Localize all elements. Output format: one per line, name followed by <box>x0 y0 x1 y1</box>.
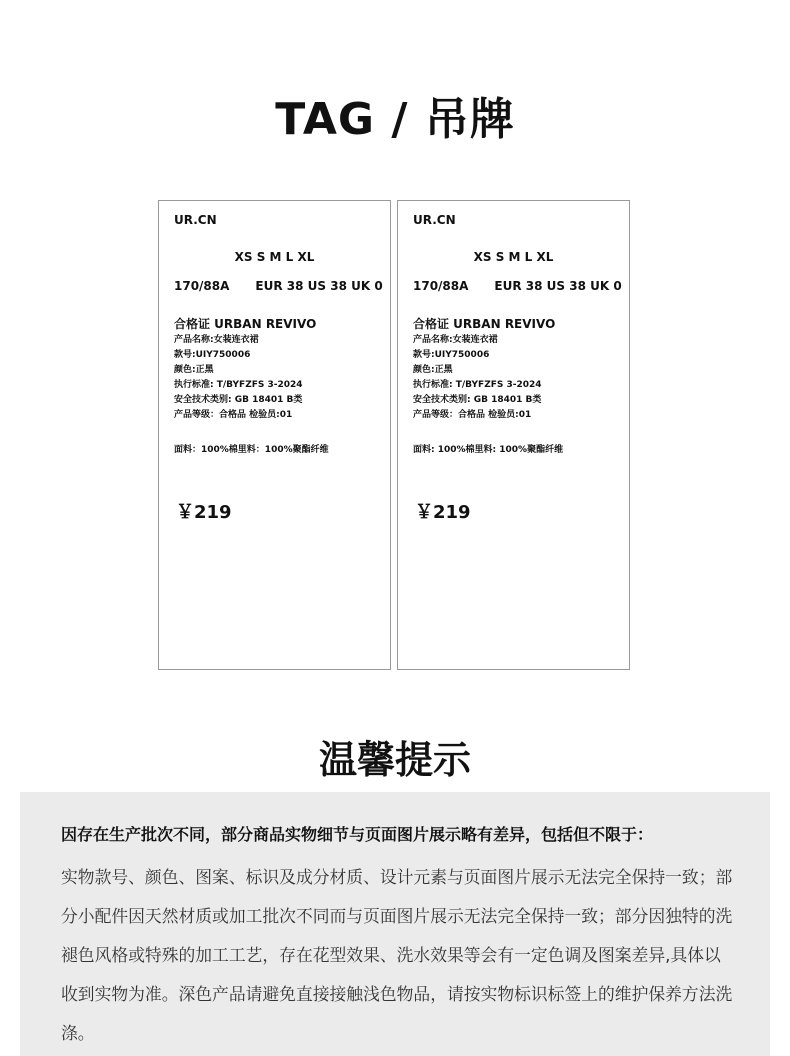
hang-tag-card <box>397 200 630 670</box>
tag-standard: 执行标准: T/BYFZFS 3-2024 <box>174 380 303 390</box>
tag-color: 颜色:正黑 <box>174 365 214 375</box>
tag-size-range: XS S M L XL <box>473 250 554 264</box>
tag-certificate: 合格证 URBAN REVIVO <box>174 317 317 331</box>
tag-details <box>413 333 542 423</box>
tag-size-range: XS S M L XL <box>234 250 315 264</box>
tag-grade: 产品等级：合格品 检验员:01 <box>413 410 532 420</box>
tag-international-size: EUR 38 US 38 UK 0 <box>255 279 383 293</box>
tag-height-bust: 170/88A <box>413 279 469 293</box>
tag-grade: 产品等级：合格品 检验员:01 <box>174 410 293 420</box>
tips-section-title: 温馨提示 <box>318 738 471 782</box>
tag-height-bust: 170/88A <box>174 279 230 293</box>
tips-lead: 因存在生产批次不同，部分商品实物细节与页面图片展示略有差异，包括但不限于： <box>61 825 654 844</box>
tag-section-title: TAG / 吊牌 <box>275 94 515 145</box>
tag-brand: UR.CN <box>174 213 217 227</box>
tag-material: 面料：100%棉里料：100%聚酯纤维 <box>174 445 329 455</box>
tag-price: ￥219 <box>415 502 471 523</box>
tag-spec-row <box>413 279 622 293</box>
tag-standard: 执行标准: T/BYFZFS 3-2024 <box>413 380 542 390</box>
tips-panel <box>20 792 770 1056</box>
tag-price: ￥219 <box>176 502 232 523</box>
tag-brand: UR.CN <box>413 213 456 227</box>
tag-material: 面料: 100%棉里料: 100%聚酯纤维 <box>413 445 564 455</box>
tag-spec-row <box>174 279 383 293</box>
tag-international-size: EUR 38 US 38 UK 0 <box>494 279 622 293</box>
hang-tag-card <box>158 200 391 670</box>
tag-safety-category: 安全技术类别: GB 18401 B类 <box>413 395 542 405</box>
tag-style-number: 款号:UIY750006 <box>174 350 251 360</box>
tag-product-name: 产品名称:女装连衣裙 <box>413 335 498 345</box>
tag-safety-category: 安全技术类别: GB 18401 B类 <box>174 395 303 405</box>
tips-body: 实物款号、颜色、图案、标识及成分材质、设计元素与页面图片展示无法完全保持一致；部分小配件因天然材质或加工批次不同而与页面图片展示无法完全保持一致；部分因独特的洗褪色风格或特殊的加工工艺，存在花型效果、洗水效果等会有一定色调及图案差异,具体以收到实物为准。深色产品请避免直接接触浅色物品，请按实物标识标签上的维护保养方法洗涤。 <box>61 867 733 1043</box>
tag-certificate: 合格证 URBAN REVIVO <box>413 317 556 331</box>
tag-details <box>174 333 303 423</box>
tag-style-number: 款号:UIY750006 <box>413 350 490 360</box>
tag-color: 颜色:正黑 <box>413 365 453 375</box>
tag-product-name: 产品名称:女装连衣裙 <box>174 335 259 345</box>
